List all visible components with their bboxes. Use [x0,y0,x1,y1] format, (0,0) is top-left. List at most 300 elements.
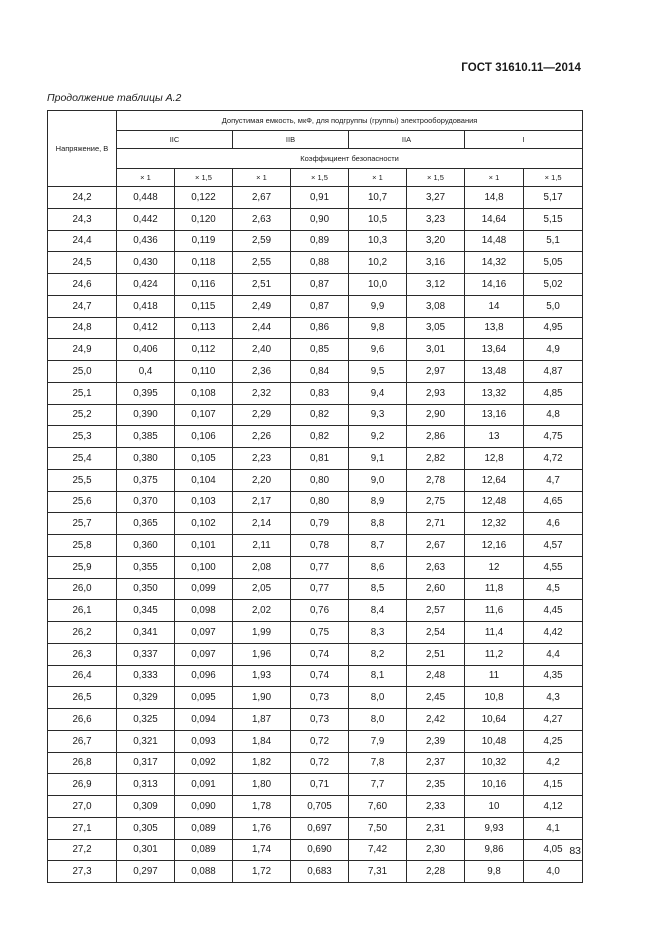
capacitance-cell: 0,345 [117,600,175,622]
capacitance-cell: 4,95 [524,317,583,339]
capacitance-cell: 8,3 [349,622,407,644]
capacitance-cell: 2,32 [233,382,291,404]
capacitance-cell: 4,65 [524,491,583,513]
capacitance-cell: 4,4 [524,643,583,665]
capacitance-cell: 8,9 [349,491,407,513]
capacitance-cell: 0,448 [117,187,175,209]
capacitance-cell: 0,119 [175,230,233,252]
capacitance-cell: 11,8 [465,578,524,600]
capacitance-cell: 4,45 [524,600,583,622]
capacitance-cell: 0,092 [175,752,233,774]
capacitance-cell: 2,26 [233,426,291,448]
capacitance-cell: 0,79 [291,513,349,535]
capacitance-cell: 2,67 [407,535,465,557]
capacitance-cell: 4,1 [524,817,583,839]
capacitance-cell: 9,5 [349,361,407,383]
table-row [48,230,583,252]
capacitance-cell: 0,88 [291,252,349,274]
capacitance-cell: 7,60 [349,796,407,818]
capacitance-cell: 4,2 [524,752,583,774]
capacitance-cell: 1,87 [233,709,291,731]
capacitance-cell: 1,90 [233,687,291,709]
capacitance-cell: 2,02 [233,600,291,622]
capacitance-cell: 0,102 [175,513,233,535]
capacitance-cell: 0,690 [291,839,349,861]
voltage-cell: 27,0 [48,796,117,818]
capacitance-cell: 9,9 [349,295,407,317]
table-row [48,578,583,600]
capacitance-cell: 12,64 [465,469,524,491]
capacitance-cell: 0,380 [117,448,175,470]
factor-header: × 1,5 [524,169,583,187]
capacitance-cell: 0,309 [117,796,175,818]
capacitance-cell: 14,16 [465,274,524,296]
capacitance-cell: 4,87 [524,361,583,383]
voltage-cell: 26,9 [48,774,117,796]
voltage-cell: 27,1 [48,817,117,839]
capacitance-cell: 8,1 [349,665,407,687]
capacitance-cell: 0,395 [117,382,175,404]
capacitance-cell: 4,3 [524,687,583,709]
table-row [48,382,583,404]
capacitance-cell: 0,683 [291,861,349,883]
voltage-cell: 26,3 [48,643,117,665]
capacitance-cell: 11,6 [465,600,524,622]
capacitance-cell: 4,42 [524,622,583,644]
factor-header: × 1,5 [407,169,465,187]
voltage-cell: 24,7 [48,295,117,317]
capacitance-cell: 8,0 [349,709,407,731]
capacitance-cell: 14,64 [465,208,524,230]
capacitance-cell: 10,64 [465,709,524,731]
group-header: I [465,131,583,149]
capacitance-cell: 0,86 [291,317,349,339]
voltage-cell: 24,3 [48,208,117,230]
capacitance-cell: 0,90 [291,208,349,230]
capacitance-cell: 7,31 [349,861,407,883]
voltage-cell: 24,5 [48,252,117,274]
voltage-cell: 25,9 [48,556,117,578]
capacitance-cell: 10 [465,796,524,818]
voltage-cell: 24,8 [48,317,117,339]
voltage-cell: 24,9 [48,339,117,361]
capacitance-cell: 13,48 [465,361,524,383]
table-row [48,752,583,774]
capacitance-cell: 0,337 [117,643,175,665]
capacitance-cell: 0,78 [291,535,349,557]
capacitance-cell: 5,1 [524,230,583,252]
capacitance-cell: 2,35 [407,774,465,796]
capacitance-cell: 2,67 [233,187,291,209]
capacitance-cell: 4,7 [524,469,583,491]
capacitance-cell: 2,45 [407,687,465,709]
capacitance-cell: 2,71 [407,513,465,535]
capacitance-cell: 0,406 [117,339,175,361]
capacitance-cell: 2,82 [407,448,465,470]
capacitance-cell: 0,101 [175,535,233,557]
capacitance-cell: 0,115 [175,295,233,317]
capacitance-cell: 13,32 [465,382,524,404]
capacitance-cell: 4,15 [524,774,583,796]
table-row [48,448,583,470]
capacitance-cell: 2,51 [407,643,465,665]
capacitance-cell: 0,370 [117,491,175,513]
capacitance-cell: 4,8 [524,404,583,426]
capacitance-cell: 2,31 [407,817,465,839]
capacitance-cell: 4,27 [524,709,583,731]
capacitance-cell: 0,385 [117,426,175,448]
capacitance-cell: 0,118 [175,252,233,274]
capacitance-cell: 0,089 [175,817,233,839]
capacitance-cell: 10,3 [349,230,407,252]
group-header-row [48,131,583,149]
capacitance-cell: 2,39 [407,730,465,752]
capacitance-cell: 0,76 [291,600,349,622]
capacitance-cell: 0,436 [117,230,175,252]
capacitance-cell: 8,8 [349,513,407,535]
capacitance-cell: 0,73 [291,709,349,731]
capacitance-cell: 8,5 [349,578,407,600]
voltage-cell: 24,4 [48,230,117,252]
factor-header: × 1 [465,169,524,187]
capacitance-cell: 0,82 [291,404,349,426]
table-row [48,426,583,448]
factor-header: × 1,5 [175,169,233,187]
capacitance-cell: 9,86 [465,839,524,861]
voltage-cell: 26,7 [48,730,117,752]
capacitance-cell: 0,365 [117,513,175,535]
voltage-cell: 25,2 [48,404,117,426]
voltage-cell: 27,3 [48,861,117,883]
voltage-cell: 25,6 [48,491,117,513]
page-number: 83 [569,845,581,857]
capacitance-cell: 8,2 [349,643,407,665]
capacitance-cell: 2,63 [407,556,465,578]
capacitance-cell: 0,099 [175,578,233,600]
capacitance-cell: 9,1 [349,448,407,470]
capacitance-cell: 0,73 [291,687,349,709]
capacitance-cell: 2,30 [407,839,465,861]
capacitance-cell: 0,71 [291,774,349,796]
table-row [48,491,583,513]
capacitance-cell: 1,72 [233,861,291,883]
capacitance-cell: 0,75 [291,622,349,644]
document-code: ГОСТ 31610.11—2014 [461,62,581,74]
factor-header: × 1,5 [291,169,349,187]
capacitance-cell: 0,313 [117,774,175,796]
capacitance-cell: 8,7 [349,535,407,557]
voltage-cell: 26,4 [48,665,117,687]
capacitance-cell: 2,05 [233,578,291,600]
capacitance-cell: 7,8 [349,752,407,774]
capacitance-cell: 2,42 [407,709,465,731]
capacitance-cell: 10,48 [465,730,524,752]
voltage-cell: 26,6 [48,709,117,731]
capacitance-cell: 0,110 [175,361,233,383]
capacitance-cell: 0,090 [175,796,233,818]
capacitance-cell: 0,089 [175,839,233,861]
capacitance-cell: 0,390 [117,404,175,426]
capacitance-cell: 0,106 [175,426,233,448]
capacitance-cell: 0,355 [117,556,175,578]
capacitance-cell: 2,17 [233,491,291,513]
capacitance-cell: 4,85 [524,382,583,404]
capacitance-cell: 4,5 [524,578,583,600]
capacitance-cell: 0,100 [175,556,233,578]
capacitance-cell: 2,59 [233,230,291,252]
capacitance-cell: 0,112 [175,339,233,361]
capacitance-cell: 2,08 [233,556,291,578]
table-caption: Продолжение таблицы А.2 [47,92,182,104]
capacitance-cell: 0,84 [291,361,349,383]
capacitance-cell: 3,27 [407,187,465,209]
capacitance-cell: 2,20 [233,469,291,491]
capacitance-cell: 0,095 [175,687,233,709]
factor-header-row [48,169,583,187]
capacitance-cell: 0,088 [175,861,233,883]
capacitance-cell: 9,0 [349,469,407,491]
capacitance-cell: 2,44 [233,317,291,339]
capacitance-cell: 0,104 [175,469,233,491]
voltage-cell: 24,2 [48,187,117,209]
capacitance-cell: 11,2 [465,643,524,665]
capacitance-cell: 9,8 [465,861,524,883]
group-header: IIC [117,131,233,149]
table-row [48,730,583,752]
capacitance-cell: 0,72 [291,752,349,774]
table-row [48,556,583,578]
table-row [48,861,583,883]
capacitance-cell: 14,48 [465,230,524,252]
capacitance-cell: 2,63 [233,208,291,230]
capacitance-cell: 3,05 [407,317,465,339]
capacitance-cell: 1,74 [233,839,291,861]
table-row [48,687,583,709]
capacitance-cell: 14,8 [465,187,524,209]
capacitance-cell: 0,091 [175,774,233,796]
capacitance-table [47,110,583,883]
voltage-cell: 24,6 [48,274,117,296]
capacitance-cell: 0,301 [117,839,175,861]
capacitance-cell: 2,48 [407,665,465,687]
table-row [48,796,583,818]
group-header: IIA [349,131,465,149]
capacitance-cell: 0,305 [117,817,175,839]
capacitance-cell: 0,77 [291,556,349,578]
table-row [48,339,583,361]
table-row [48,839,583,861]
capacitance-cell: 4,0 [524,861,583,883]
capacitance-cell: 1,84 [233,730,291,752]
voltage-cell: 26,2 [48,622,117,644]
capacitance-cell: 0,321 [117,730,175,752]
voltage-cell: 27,2 [48,839,117,861]
capacitance-cell: 0,097 [175,643,233,665]
capacitance-cell: 4,05 [524,839,583,861]
capacitance-cell: 0,341 [117,622,175,644]
capacitance-cell: 10,16 [465,774,524,796]
voltage-cell: 25,8 [48,535,117,557]
voltage-cell: 26,5 [48,687,117,709]
voltage-cell: 25,1 [48,382,117,404]
capacitance-cell: 4,25 [524,730,583,752]
capacitance-cell: 0,81 [291,448,349,470]
capacitance-cell: 0,120 [175,208,233,230]
capacitance-cell: 0,697 [291,817,349,839]
capacitance-cell: 0,74 [291,643,349,665]
capacitance-cell: 0,89 [291,230,349,252]
capacitance-cell: 0,83 [291,382,349,404]
capacitance-cell: 0,412 [117,317,175,339]
capacitance-cell: 3,08 [407,295,465,317]
capacitance-cell: 2,28 [407,861,465,883]
capacitance-cell: 2,51 [233,274,291,296]
capacitance-cell: 0,122 [175,187,233,209]
capacitance-cell: 0,350 [117,578,175,600]
capacitance-cell: 0,77 [291,578,349,600]
capacitance-cell: 5,17 [524,187,583,209]
capacitance-cell: 2,54 [407,622,465,644]
safety-factor-header: Коэффициент безопасности [117,149,583,169]
table-row [48,469,583,491]
voltage-cell: 26,1 [48,600,117,622]
capacitance-cell: 9,3 [349,404,407,426]
capacitance-cell: 9,2 [349,426,407,448]
capacitance-cell: 1,82 [233,752,291,774]
table-row [48,513,583,535]
table-row [48,187,583,209]
capacitance-cell: 10,32 [465,752,524,774]
capacity-header: Допустимая емкость, мкФ, для подгруппы (группы) электрооборудования [117,111,583,131]
capacitance-cell: 1,96 [233,643,291,665]
group-header: IIB [233,131,349,149]
voltage-cell: 25,7 [48,513,117,535]
capacitance-cell: 0,375 [117,469,175,491]
table-row [48,208,583,230]
capacitance-cell: 11 [465,665,524,687]
capacitance-cell: 4,72 [524,448,583,470]
capacitance-cell: 2,57 [407,600,465,622]
capacitance-cell: 2,36 [233,361,291,383]
capacitance-cell: 0,424 [117,274,175,296]
capacitance-cell: 0,105 [175,448,233,470]
capacitance-cell: 7,42 [349,839,407,861]
capacitance-cell: 7,9 [349,730,407,752]
table-header [48,111,583,187]
capacitance-cell: 2,93 [407,382,465,404]
capacitance-cell: 4,12 [524,796,583,818]
voltage-cell: 26,0 [48,578,117,600]
capacitance-cell: 2,29 [233,404,291,426]
capacitance-cell: 8,4 [349,600,407,622]
capacitance-cell: 1,99 [233,622,291,644]
capacitance-cell: 0,80 [291,469,349,491]
table-row [48,274,583,296]
table-row [48,361,583,383]
capacitance-cell: 9,93 [465,817,524,839]
capacitance-cell: 13,16 [465,404,524,426]
capacitance-cell: 0,094 [175,709,233,731]
capacitance-cell: 13,64 [465,339,524,361]
capacitance-cell: 8,6 [349,556,407,578]
capacitance-cell: 2,55 [233,252,291,274]
capacitance-cell: 12,16 [465,535,524,557]
capacitance-cell: 2,97 [407,361,465,383]
capacitance-cell: 0,297 [117,861,175,883]
capacitance-cell: 0,442 [117,208,175,230]
capacitance-cell: 12,32 [465,513,524,535]
table-row [48,709,583,731]
table-row [48,295,583,317]
factor-header: × 1 [117,169,175,187]
capacitance-cell: 0,74 [291,665,349,687]
capacitance-cell: 0,098 [175,600,233,622]
capacitance-cell: 10,8 [465,687,524,709]
capacitance-cell: 1,80 [233,774,291,796]
table-row [48,317,583,339]
table-row [48,643,583,665]
capacitance-cell: 0,097 [175,622,233,644]
capacitance-cell: 1,76 [233,817,291,839]
capacitance-cell: 2,75 [407,491,465,513]
capacitance-cell: 0,333 [117,665,175,687]
capacitance-cell: 4,6 [524,513,583,535]
capacitance-cell: 2,86 [407,426,465,448]
table-body [48,187,583,883]
capacitance-cell: 2,78 [407,469,465,491]
table-row [48,817,583,839]
capacitance-cell: 0,72 [291,730,349,752]
capacitance-cell: 10,0 [349,274,407,296]
capacitance-cell: 0,329 [117,687,175,709]
factor-header: × 1 [233,169,291,187]
capacitance-cell: 0,82 [291,426,349,448]
table-row [48,665,583,687]
capacitance-cell: 0,87 [291,295,349,317]
capacitance-cell: 2,37 [407,752,465,774]
table-row [48,535,583,557]
capacitance-cell: 0,108 [175,382,233,404]
capacitance-cell: 11,4 [465,622,524,644]
capacitance-cell: 3,23 [407,208,465,230]
table-row [48,600,583,622]
capacitance-cell: 7,7 [349,774,407,796]
capacitance-cell: 2,49 [233,295,291,317]
capacitance-cell: 2,60 [407,578,465,600]
table-row [48,774,583,796]
capacitance-cell: 3,16 [407,252,465,274]
capacitance-cell: 0,91 [291,187,349,209]
capacitance-cell: 12,48 [465,491,524,513]
capacitance-cell: 5,0 [524,295,583,317]
capacitance-cell: 2,90 [407,404,465,426]
capacitance-cell: 4,9 [524,339,583,361]
factor-header: × 1 [349,169,407,187]
capacitance-cell: 0,85 [291,339,349,361]
capacitance-cell: 14 [465,295,524,317]
capacitance-cell: 0,325 [117,709,175,731]
capacitance-cell: 7,50 [349,817,407,839]
voltage-cell: 26,8 [48,752,117,774]
table-row [48,404,583,426]
capacitance-cell: 0,418 [117,295,175,317]
capacitance-cell: 0,093 [175,730,233,752]
capacitance-cell: 14,32 [465,252,524,274]
capacitance-cell: 0,116 [175,274,233,296]
capacitance-cell: 9,6 [349,339,407,361]
voltage-cell: 25,3 [48,426,117,448]
capacitance-cell: 2,33 [407,796,465,818]
